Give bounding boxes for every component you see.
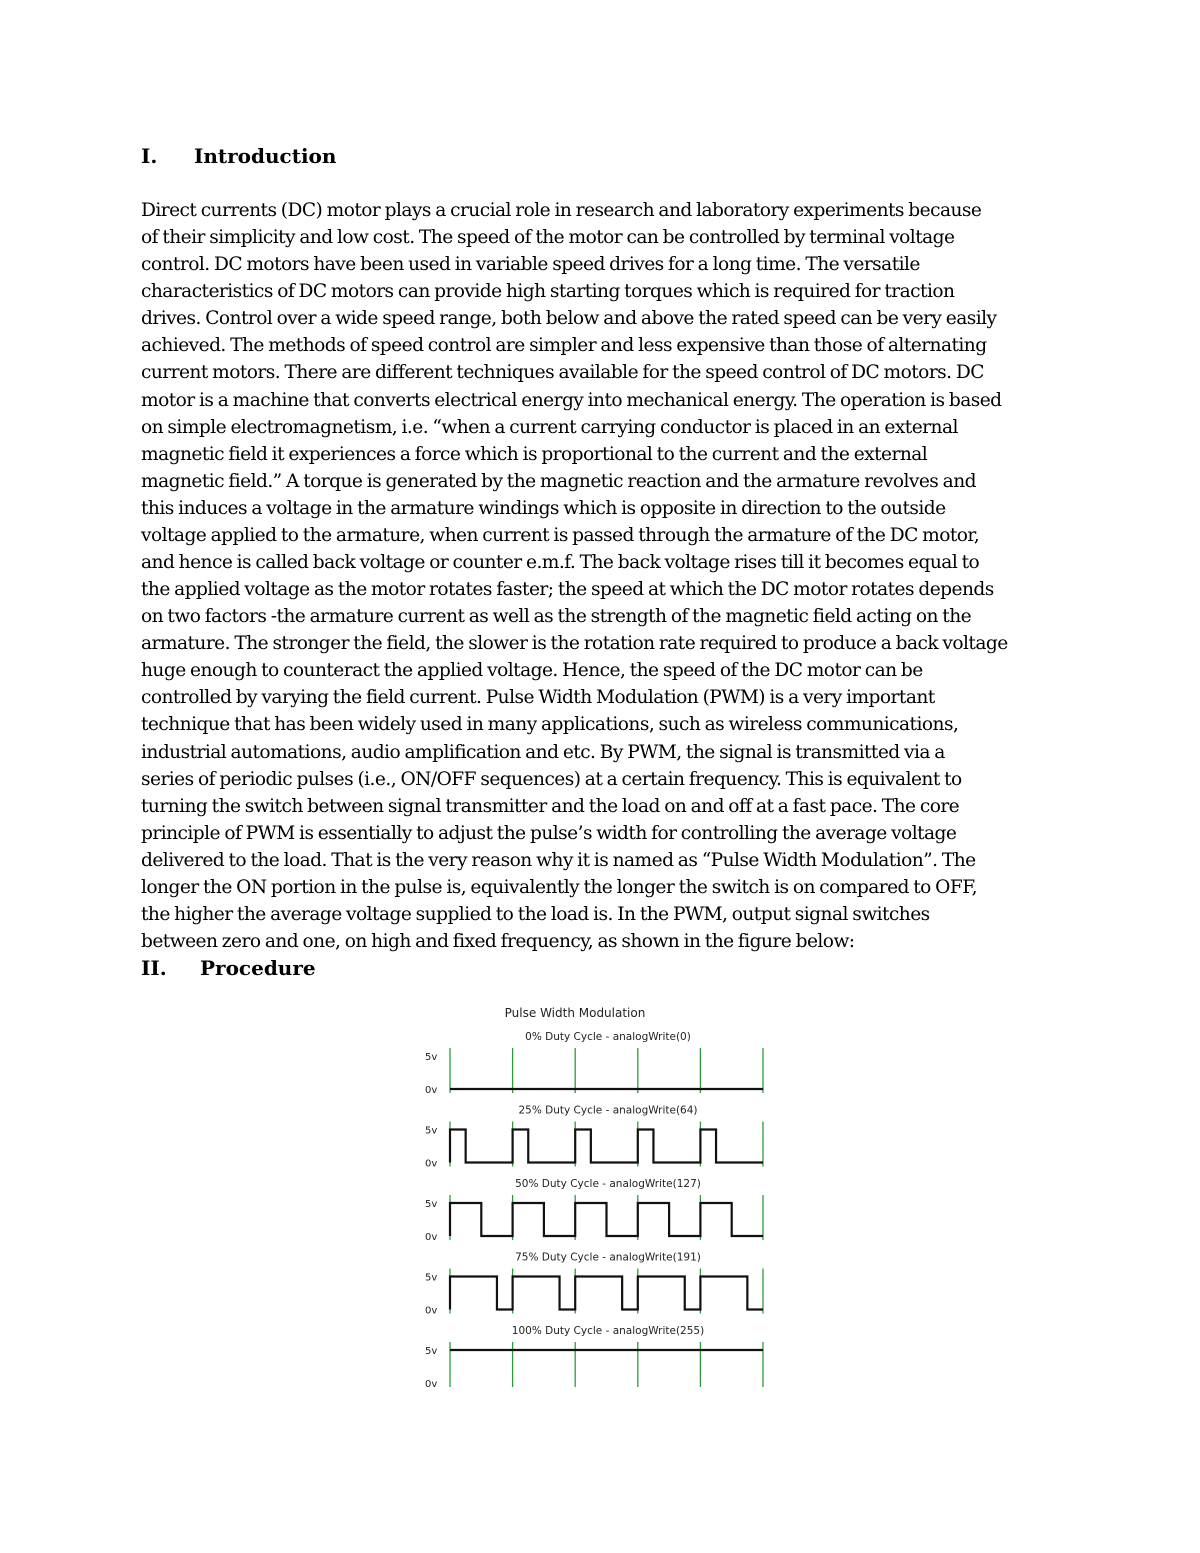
paragraph-line: and hence is called back voltage or counter e.m.f. The back voltage rises till it becomes equal to — [141, 552, 980, 574]
paragraph-line: achieved. The methods of speed control are simpler and less expensive than those of alternating — [141, 335, 987, 357]
paragraph-line: of their simplicity and low cost. The speed of the motor can be controlled by terminal voltage — [141, 227, 955, 249]
section-number: I. — [141, 144, 158, 168]
panel-label: 100% Duty Cycle - analogWrite(255) — [511, 1325, 705, 1337]
paragraph-line: on simple electromagnetism, i.e. “when a current carrying conductor is placed in an external — [141, 416, 958, 438]
paragraph-line: industrial automations, audio amplification and etc. By PWM, the signal is transmitted via a — [141, 741, 945, 763]
paragraph-line: between zero and one, on high and fixed frequency, as shown in the figure below: — [141, 931, 855, 953]
pwm-figure — [415, 999, 775, 1399]
paragraph-line: principle of PWM is essentially to adjust the pulse’s width for controlling the average voltage — [141, 822, 957, 844]
paragraph-line: the higher the average voltage supplied to the load is. In the PWM, output signal switches — [141, 904, 930, 926]
paragraph-line: drives. Control over a wide speed range, both below and above the rated speed can be very easily — [141, 308, 997, 330]
section-heading-introduction — [141, 144, 336, 168]
pwm-diagram — [415, 999, 775, 1399]
pwm-waveform — [450, 1203, 763, 1236]
low-level-label: 0v — [425, 1085, 438, 1096]
section-title: Introduction — [194, 144, 337, 168]
section-heading-procedure — [141, 956, 316, 980]
paragraph-line: this induces a voltage in the armature windings which is opposite in direction to the outside — [141, 497, 946, 519]
paragraph-line: huge enough to counteract the applied voltage. Hence, the speed of the DC motor can be — [141, 660, 923, 682]
pwm-waveform — [450, 1277, 763, 1310]
high-level-label: 5v — [425, 1052, 438, 1063]
high-level-label: 5v — [425, 1199, 438, 1210]
paragraph-line: magnetic field it experiences a force which is proportional to the current and the external — [141, 443, 928, 465]
panel-label: 0% Duty Cycle - analogWrite(0) — [525, 1031, 691, 1043]
panel-label: 25% Duty Cycle - analogWrite(64) — [518, 1104, 698, 1117]
paragraph-line: control. DC motors have been used in variable speed drives for a long time. The versatile — [141, 254, 920, 276]
paragraph-line: current motors. There are different techniques available for the speed control of DC motors. DC — [141, 362, 984, 384]
paragraph-line: magnetic field.” A torque is generated by the magnetic reaction and the armature revolves and — [141, 470, 976, 492]
paragraph-line: voltage applied to the armature, when current is passed through the armature of the DC motor, — [141, 524, 980, 546]
paragraph-line: controlled by varying the field current. Pulse Width Modulation (PWM) is a very important — [141, 687, 935, 709]
paragraph-line: Direct currents (DC) motor plays a crucial role in research and laboratory experiments because — [141, 200, 982, 221]
paragraph-line: technique that has been widely used in many applications, such as wireless communications, — [141, 714, 959, 736]
panel-label: 75% Duty Cycle - analogWrite(191) — [515, 1251, 701, 1264]
high-level-label: 5v — [425, 1272, 438, 1284]
paragraph-line: turning the switch between signal transmitter and the load on and off at a fast pace. The core — [141, 795, 960, 817]
section-number: II. — [141, 956, 167, 980]
paragraph-line: armature. The stronger the field, the slower is the rotation rate required to produce a back voltage — [141, 633, 1008, 655]
paragraph-line: delivered to the load. That is the very reason why it is named as “Pulse Width Modulation”. The — [141, 849, 976, 871]
high-level-label: 5v — [425, 1346, 438, 1357]
panel-label: 50% Duty Cycle - analogWrite(127) — [515, 1178, 701, 1190]
figure-title: Pulse Width Modulation — [504, 1006, 646, 1020]
low-level-label: 0v — [425, 1158, 438, 1170]
introduction-paragraph — [141, 197, 1071, 955]
paragraph-line: series of periodic pulses (i.e., ON/OFF sequences) at a certain frequency. This is equivalent to — [141, 768, 962, 790]
high-level-label: 5v — [425, 1125, 438, 1137]
paragraph-line: longer the ON portion in the pulse is, equivalently the longer the switch is on compared to OFF, — [141, 876, 978, 898]
paragraph-line: the applied voltage as the motor rotates faster; the speed at which the DC motor rotates depends — [141, 579, 994, 601]
paragraph-line: characteristics of DC motors can provide high starting torques which is required for traction — [141, 281, 955, 303]
low-level-label: 0v — [425, 1305, 438, 1317]
low-level-label: 0v — [425, 1232, 438, 1243]
section-title: Procedure — [200, 956, 316, 980]
paragraph-line: on two factors -the armature current as well as the strength of the magnetic field acting on the — [141, 606, 972, 628]
low-level-label: 0v — [425, 1379, 438, 1390]
paragraph-line: motor is a machine that converts electrical energy into mechanical energy. The operation is based — [141, 389, 1002, 411]
pwm-waveform — [450, 1130, 763, 1163]
